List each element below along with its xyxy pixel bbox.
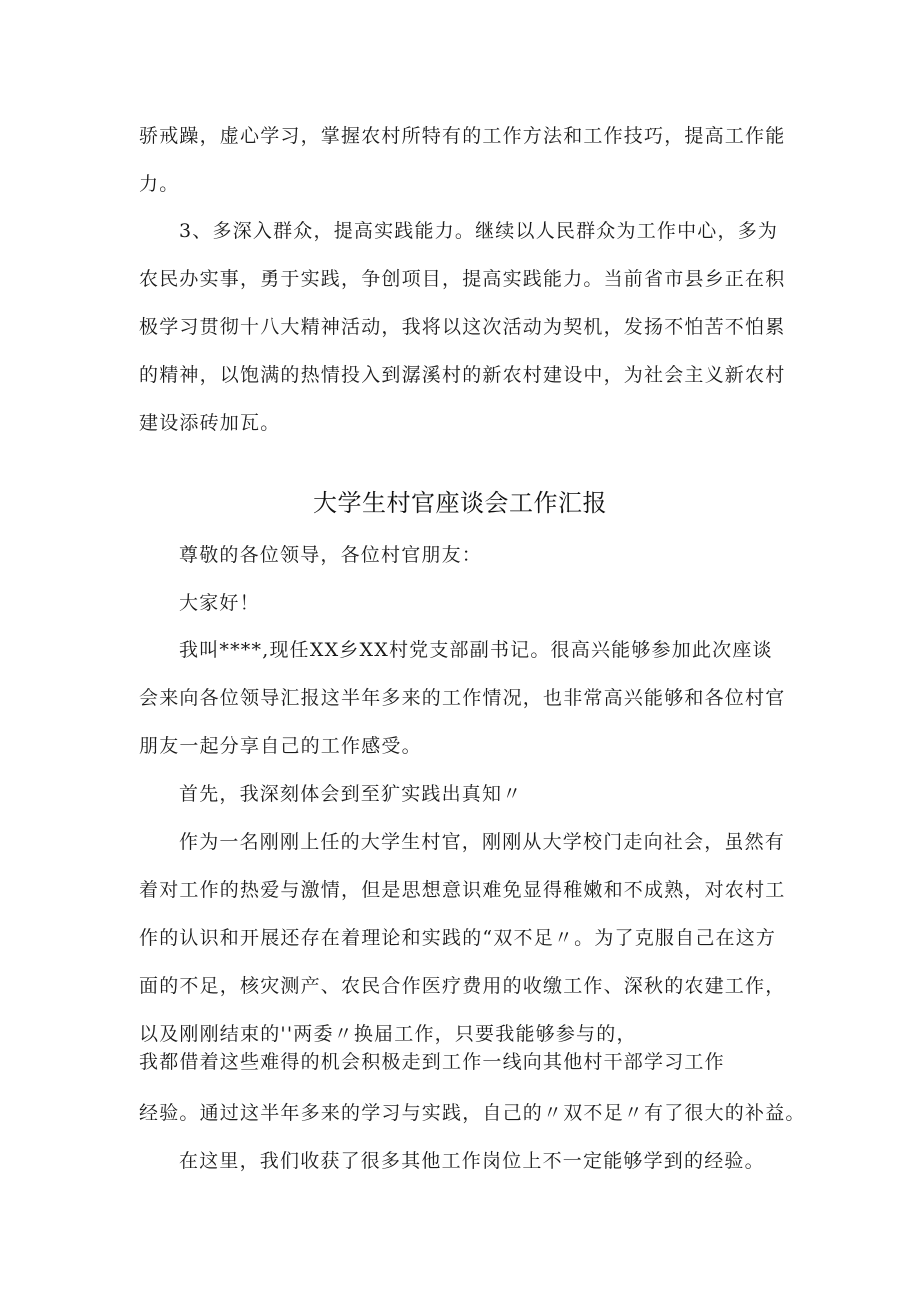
paragraph-line: 建设添砖加瓦。 — [139, 412, 281, 434]
paragraph-line: 作的认识和开展还存在着理论和实践的“双不足〃。为了克服自己在这方 — [139, 927, 777, 949]
paragraph-line: 经验。通过这半年多来的学习与实践，自己的〃双不足〃有了很大的补益。 — [139, 1102, 806, 1124]
greeting-line: 大家好！ — [179, 592, 260, 614]
paragraph-line: 作为一名刚刚上任的大学生村官，刚刚从大学校门走向社会，虽然有 — [179, 831, 786, 853]
paragraph-line: 我叫****,现任XX乡XX村党支部副书记。很高兴能够参加此次座谈 — [179, 639, 773, 661]
paragraph-line: 骄戒躁，虚心学习，掌握农村所特有的工作方法和工作技巧，提高工作能 — [139, 125, 786, 147]
paragraph-line: 我都借着这些难得的机会积极走到工作一线向其他村干部学习工作 — [139, 1051, 725, 1073]
paragraph-line: 3、多深入群众，提高实践能力。继续以人民群众为工作中心，多为 — [179, 220, 779, 242]
paragraph-line: 的精神，以饱满的热情投入到潺溪村的新农村建设中，为社会主义新农村 — [139, 364, 786, 386]
paragraph-line: 朋友一起分享自己的工作感受。 — [139, 735, 422, 757]
salutation-line: 尊敬的各位领导，各位村官朋友： — [179, 544, 483, 566]
paragraph-line: 会来向各位领导汇报这半年多来的工作情况，也非常高兴能够和各位村官 — [139, 687, 786, 709]
paragraph-line: 以及刚刚结束的''两委〃换届工作，只要我能够参与的， — [139, 1023, 637, 1045]
report-title: 大学生村官座谈会工作汇报 — [313, 489, 607, 517]
paragraph-line: 农民办实事，勇于实践，争创项目，提高实践能力。当前省市县乡正在积 — [139, 268, 786, 290]
paragraph-line: 首先，我深刻体会到至犷实践出真知〃 — [179, 783, 523, 805]
paragraph-line: 极学习贯彻十八大精神活动，我将以这次活动为契机，发扬不怕苦不怕累 — [139, 316, 786, 338]
paragraph-line: 力。 — [139, 173, 180, 195]
paragraph-line: 面的不足，核灾测产、农民合作医疗费用的收缴工作、深秋的农建工作， — [139, 975, 786, 997]
paragraph-line: 在这里，我们收获了很多其他工作岗位上不一定能够学到的经验。 — [179, 1150, 765, 1172]
paragraph-line: 着对工作的热爱与激情，但是思想意识难免显得稚嫩和不成熟，对农村工 — [139, 879, 786, 901]
